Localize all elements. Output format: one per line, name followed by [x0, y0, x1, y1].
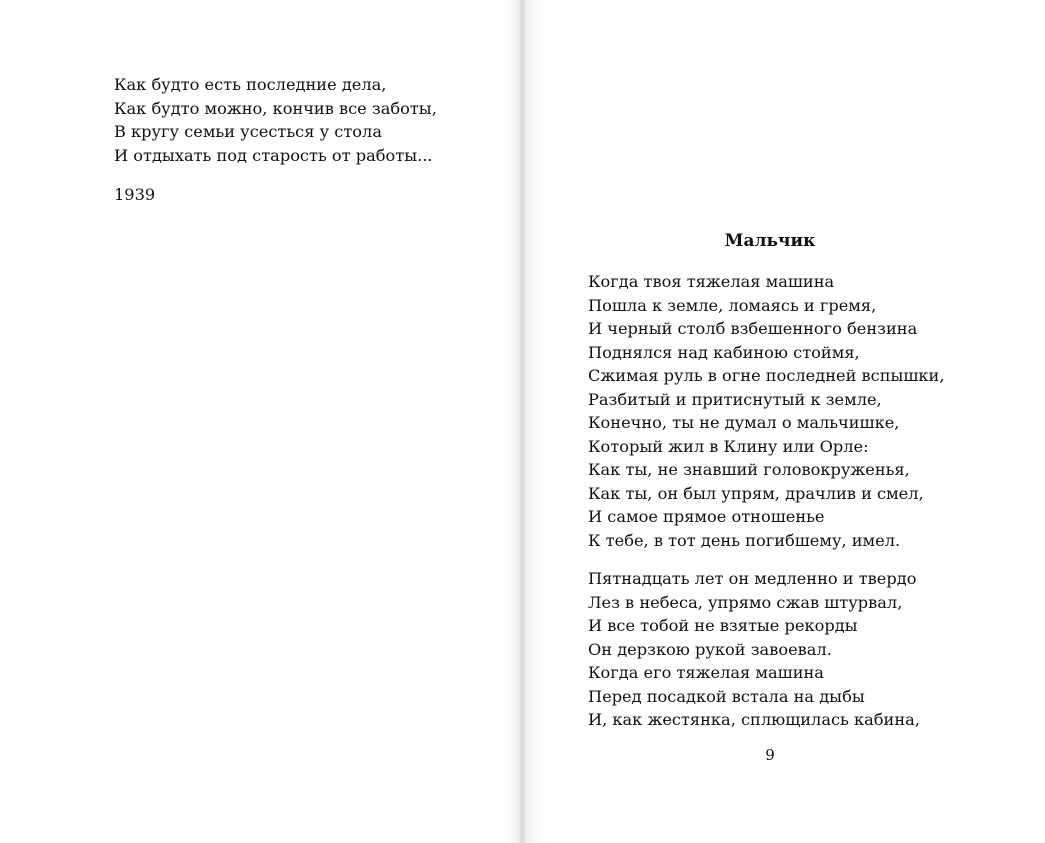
poem-line: Перед посадкой встала на дыбы: [588, 686, 865, 706]
poem-line: Как будто можно, кончив все заботы,: [114, 98, 437, 118]
poem-line: Он дерзкою рукой завоевал.: [588, 639, 832, 659]
poem-title: Мальчик: [724, 231, 816, 251]
poem-line: Пошла к земле, ломаясь и гремя,: [588, 295, 877, 315]
poem-line: В кругу семьи усесться у стола: [114, 122, 382, 141]
poem-line: Как ты, он был упрям, драчлив и смел,: [588, 483, 924, 503]
poem-line: Когда твоя тяжелая машина: [588, 272, 835, 291]
poem-line: И отдыхать под старость от работы...: [114, 145, 433, 165]
left-page: [0, 0, 522, 843]
poem-line: Конечно, ты не думал о мальчишке,: [588, 413, 900, 432]
page-number: 9: [765, 746, 775, 764]
poem-line: Поднялся над кабиною стоймя,: [588, 342, 860, 362]
poem-line: Как будто есть последние дела,: [114, 75, 387, 94]
poem-line: Разбитый и притиснутый к земле,: [588, 389, 882, 409]
poem-line: И все тобой не взятые рекорды: [588, 616, 858, 635]
poem-line: И черный столб взбешенного бензина: [588, 319, 918, 338]
poem-line: И, как жестянка, сплющилась кабина,: [588, 710, 920, 729]
poem-line: Сжимая руль в огне последней вспышки,: [588, 366, 945, 385]
poem-stanza-2: [588, 567, 920, 732]
poem-ending-stanza: [114, 73, 437, 167]
poem-line: К тебе, в тот день погибшему, имел.: [588, 530, 901, 550]
poem-line: Который жил в Клину или Орле:: [588, 436, 869, 456]
poem-stanza-1: [588, 270, 944, 552]
poem-line: Когда его тяжелая машина: [588, 663, 824, 682]
poem-line: Лез в небеса, упрямо сжав штурвал,: [588, 592, 903, 612]
poem-date: 1939: [114, 185, 156, 204]
poem-line: Пятнадцать лет он медленно и твердо: [588, 569, 917, 588]
right-page: [522, 0, 1045, 843]
poem-line: Как ты, не знавший головокруженья,: [588, 460, 910, 479]
poem-line: И самое прямое отношенье: [588, 507, 825, 526]
